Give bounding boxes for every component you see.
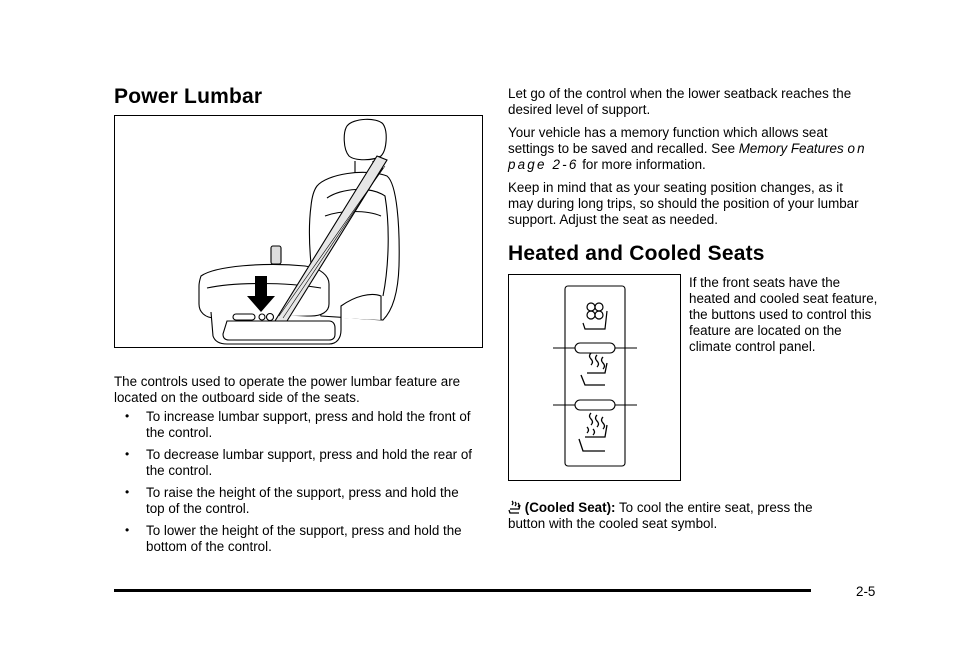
climate-seat-buttons-icon	[509, 275, 679, 479]
climate-control-text: If the front seats have the heated and cooled seat feature, the buttons used to control this feature are located on the climate control panel.	[689, 275, 878, 354]
power-lumbar-heading: Power Lumbar	[114, 85, 263, 108]
memory-function-text: Your vehicle has a memory function which allows seat settings to be saved and recalled. See Memory Features on page 2-6 for more information.	[508, 125, 867, 172]
bullet-icon: •	[125, 447, 130, 461]
power-seat-figure	[114, 115, 483, 348]
seating-position-text: Keep in mind that as your seating position changes, as it may during long trips, so should the position of your lumbar support. Adjust the seat as needed.	[508, 180, 859, 227]
bullet-icon: •	[125, 523, 130, 537]
climate-buttons-figure	[508, 274, 681, 481]
release-control-text: Let go of the control when the lower seatback reaches the desired level of support.	[508, 86, 852, 117]
memory-features-link[interactable]: Memory Features	[738, 141, 844, 156]
memory-page-reference[interactable]: on page 2-6	[508, 141, 867, 172]
bullet-icon: •	[125, 485, 130, 499]
page-number: 2-5	[856, 584, 876, 599]
lumbar-intro-text: The controls used to operate the power lumbar feature are located on the outboard side of the seats.	[114, 374, 461, 405]
cooled-seat-icon	[508, 500, 521, 514]
heated-cooled-heading: Heated and Cooled Seats	[508, 242, 765, 265]
cooled-seat-label: (Cooled Seat):	[524, 500, 616, 515]
power-seat-illustration-icon	[115, 116, 481, 346]
bullet-icon: •	[125, 409, 130, 423]
footer-rule	[114, 589, 811, 592]
cooled-seat-instruction: (Cooled Seat): To cool the entire seat, press the button with the cooled seat symbol.	[508, 500, 813, 531]
